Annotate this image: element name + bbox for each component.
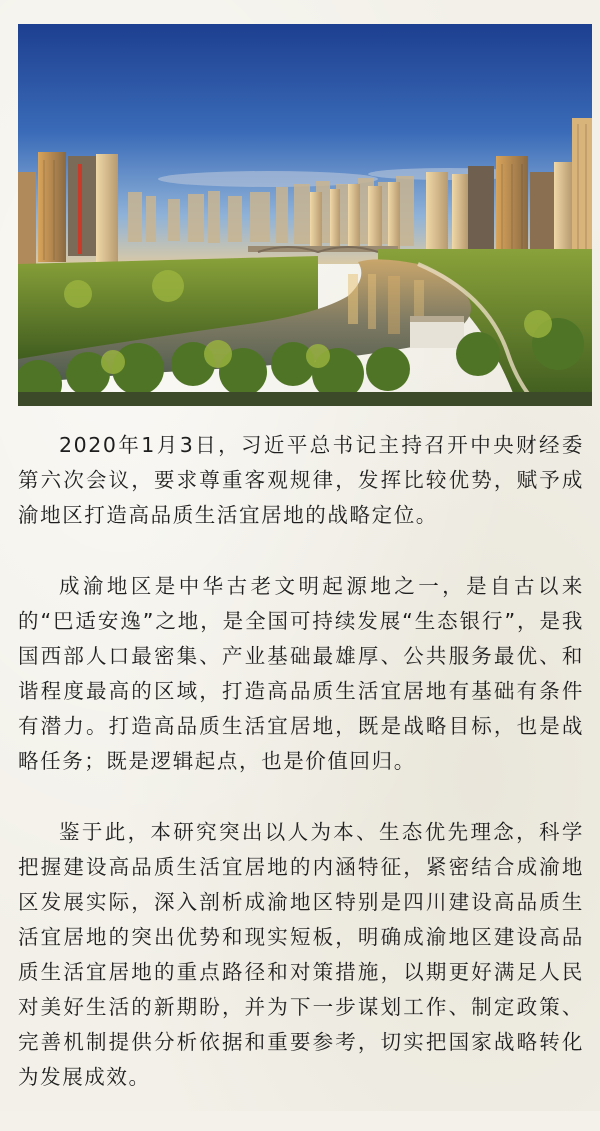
paragraph-2: 成渝地区是中华古老文明起源地之一，是自古以来的“巴适安逸”之地，是全国可持续发展“生态银行”，是我国西部人口最密集、产业基础最雄厚、公共服务最优、和谐程度最高的区域，打造高品质生活宜居地有基础有条件有潜力。打造高品质生活宜居地，既是战略目标，也是战略任务；既是逻辑起点，也是价值回归。 — [18, 574, 584, 773]
article-body — [18, 428, 584, 1131]
city-riverside-photo — [18, 24, 592, 406]
paragraph-3: 鉴于此，本研究突出以人为本、生态优先理念，科学把握建设高品质生活宜居地的内涵特征，紧密结合成渝地区发展实际，深入剖析成渝地区特别是四川建设高品质生活宜居地的突出优势和现实短板，明确成渝地区建设高品质生活宜居地的重点路径和对策措施，以期更好满足人民对美好生活的新期盼，并为下一步谋划工作、制定政策、完善机制提供分析依据和重要参考，切实把国家战略转化为发展成效。 — [18, 820, 584, 1089]
paragraph-1: 2020年1月3日，习近平总书记主持召开中央财经委第六次会议，要求尊重客观规律，发挥比较优势，赋予成渝地区打造高品质生活宜居地的战略定位。 — [18, 433, 584, 527]
